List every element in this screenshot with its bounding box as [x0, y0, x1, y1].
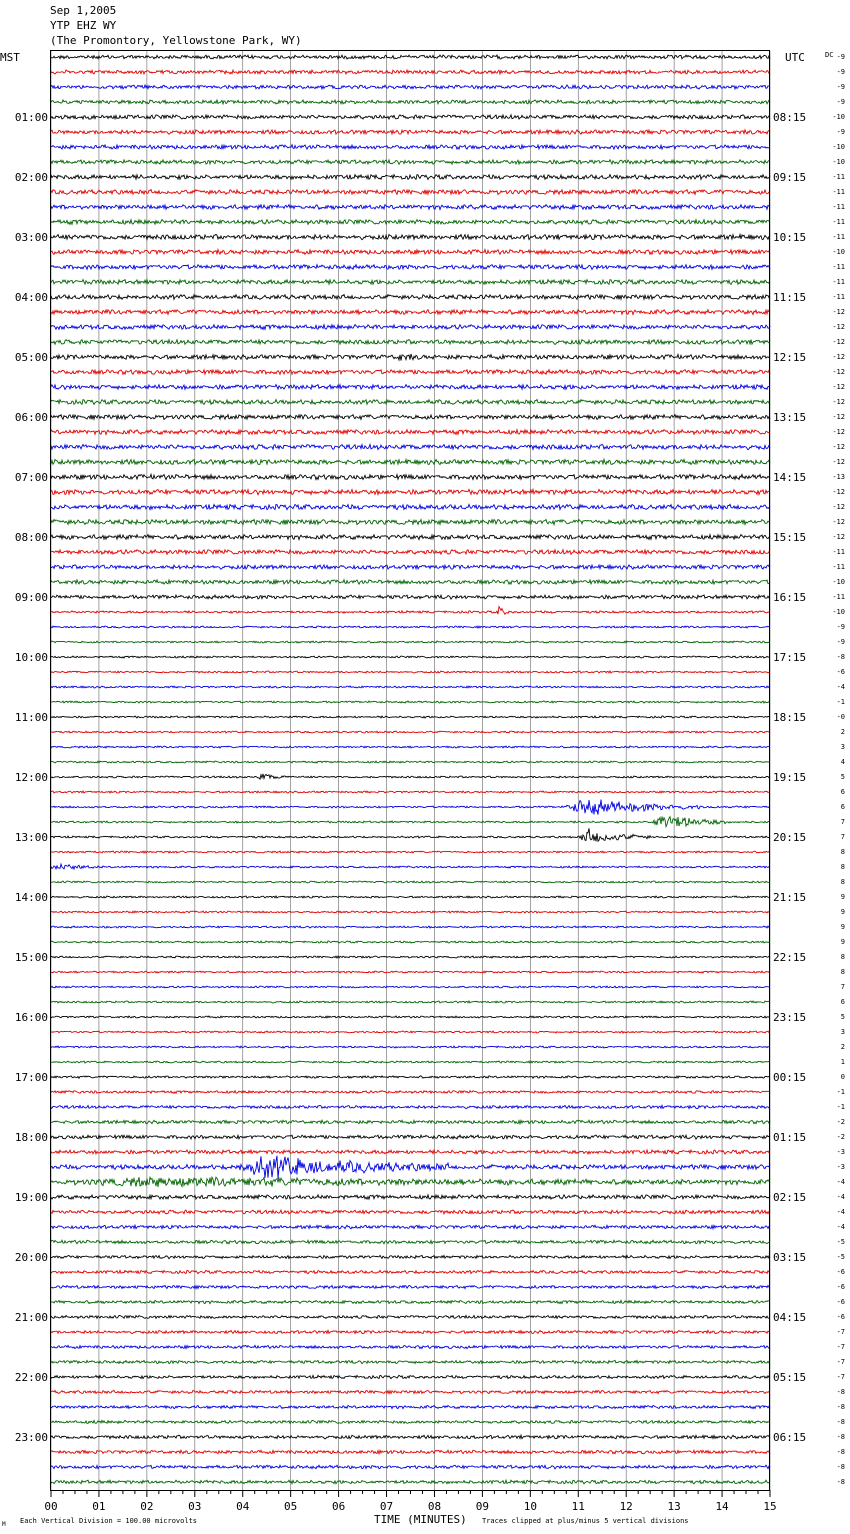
mst-hour-label: 02:00 — [14, 171, 48, 184]
utc-hour-label: 00:15 — [773, 1071, 807, 1084]
dc-offset-label: -8 — [836, 1388, 845, 1396]
x-tick-label: 13 — [667, 1500, 681, 1513]
mst-hour-label: 16:00 — [14, 1011, 48, 1024]
trace-row — [51, 55, 770, 59]
dc-offset-label: -11 — [832, 173, 845, 181]
trace-row — [51, 489, 770, 494]
x-tick-label: 09 — [475, 1500, 490, 1513]
dc-offset-label: -4 — [836, 1208, 845, 1216]
dc-offset-label: -2 — [836, 1118, 845, 1126]
dc-offset-label: 8 — [840, 848, 845, 856]
dc-offset-label: -12 — [832, 398, 845, 406]
utc-hour-label: 03:15 — [773, 1251, 807, 1264]
dc-offset-label: -10 — [832, 578, 845, 586]
x-tick-label: 06 — [331, 1500, 346, 1513]
trace-row — [51, 926, 770, 928]
trace-row — [51, 145, 770, 149]
trace-row — [51, 656, 770, 658]
dc-offset-label: -12 — [832, 308, 845, 316]
x-tick-label: 05 — [284, 1500, 298, 1513]
trace-row — [51, 280, 770, 285]
dc-offset-label: -6 — [836, 1313, 845, 1321]
dc-offset-label: 1 — [840, 1058, 845, 1066]
trace-row — [51, 1225, 770, 1229]
trace-row — [51, 1091, 770, 1094]
mst-hour-label: 10:00 — [14, 651, 48, 664]
dc-offset-label: -8 — [836, 1418, 845, 1426]
x-tick-label: 12 — [619, 1500, 633, 1513]
trace-row — [51, 595, 770, 599]
dc-offset-label: -12 — [832, 323, 845, 331]
utc-hour-label: 10:15 — [773, 231, 807, 244]
dc-offset-label: -5 — [836, 1238, 845, 1246]
trace-row — [51, 265, 770, 270]
dc-offset-label: -12 — [832, 383, 845, 391]
dc-offset-label: -0 — [836, 713, 845, 721]
dc-offset-label: -13 — [832, 473, 845, 481]
dc-offset-label: -11 — [832, 188, 845, 196]
dc-offset-label: -2 — [836, 1133, 845, 1141]
dc-offset-label: -4 — [836, 1223, 845, 1231]
trace-row — [51, 1435, 770, 1439]
dc-offset-label: 9 — [840, 923, 845, 931]
trace-row — [51, 115, 770, 119]
utc-hour-label: 05:15 — [773, 1371, 807, 1384]
dc-offset-label: -11 — [832, 593, 845, 601]
trace-row — [51, 1046, 770, 1048]
trace-row — [51, 295, 770, 300]
mst-hour-label: 08:00 — [14, 531, 48, 544]
utc-hour-label: 11:15 — [773, 291, 807, 304]
trace-row — [51, 716, 770, 718]
utc-hour-label: 19:15 — [773, 771, 807, 784]
trace-row — [51, 986, 770, 988]
corner-mark: M — [2, 1521, 6, 1528]
dc-offset-label: -8 — [836, 1403, 845, 1411]
trace-row — [51, 1375, 770, 1378]
utc-hour-label: 22:15 — [773, 951, 807, 964]
trace-row — [51, 370, 770, 375]
clip-note: Traces clipped at plus/minus 5 vertical divisions — [482, 1517, 689, 1525]
trace-row — [51, 881, 770, 883]
dc-offset-label: -12 — [832, 503, 845, 511]
mst-hour-label: 14:00 — [14, 891, 48, 904]
dc-offset-label: -8 — [836, 1463, 845, 1471]
dc-offset-label: -5 — [836, 1253, 845, 1261]
trace-row — [51, 1105, 770, 1108]
trace-row — [51, 1360, 770, 1363]
dc-offset-label: -11 — [832, 293, 845, 301]
trace-row — [51, 791, 770, 793]
mst-hour-label: 23:00 — [14, 1431, 48, 1444]
dc-offset-label: 7 — [840, 833, 845, 841]
dc-offset-label: 9 — [840, 893, 845, 901]
mst-hour-label: 01:00 — [14, 111, 48, 124]
dc-offset-label: -7 — [836, 1328, 845, 1336]
trace-row — [51, 607, 770, 615]
trace-row — [51, 175, 770, 180]
trace-row — [51, 550, 770, 555]
dc-offset-label: -9 — [836, 68, 845, 76]
utc-hour-label: 16:15 — [773, 591, 807, 604]
trace-row — [51, 1001, 770, 1003]
dc-offset-label: -10 — [832, 113, 845, 121]
dc-offset-label: 9 — [840, 938, 845, 946]
dc-offset-label: 2 — [840, 728, 845, 736]
utc-hour-label: 08:15 — [773, 111, 807, 124]
dc-offset-label: 8 — [840, 968, 845, 976]
trace-row — [51, 520, 770, 525]
dc-offset-label: -6 — [836, 1298, 845, 1306]
x-tick-label: 02 — [140, 1500, 154, 1513]
dc-offset-label: -1 — [836, 1088, 845, 1096]
mst-hour-label: 05:00 — [14, 351, 48, 364]
utc-hour-label: 23:15 — [773, 1011, 807, 1024]
trace-row — [51, 774, 770, 779]
dc-offset-label: 5 — [840, 1013, 845, 1021]
dc-offset-label: -12 — [832, 458, 845, 466]
mst-hour-label: 03:00 — [14, 231, 48, 244]
trace-row — [51, 100, 770, 104]
dc-offset-label: -1 — [836, 698, 845, 706]
mst-hour-label: 18:00 — [14, 1131, 48, 1144]
dc-offset-label: -11 — [832, 203, 845, 211]
trace-row — [51, 864, 770, 869]
dc-offset-label: -6 — [836, 1268, 845, 1276]
dc-offset-label: 0 — [840, 1073, 845, 1081]
trace-row — [51, 671, 770, 673]
dc-offset-label: -9 — [836, 623, 845, 631]
utc-hour-label: 04:15 — [773, 1311, 807, 1324]
utc-hour-label: 20:15 — [773, 831, 807, 844]
trace-row — [51, 731, 770, 733]
utc-hour-label: 17:15 — [773, 651, 807, 664]
trace-row — [51, 1156, 770, 1179]
dc-offset-label: -11 — [832, 218, 845, 226]
mst-hour-label: 21:00 — [14, 1311, 48, 1324]
trace-row — [51, 1390, 770, 1393]
trace-row — [51, 701, 770, 703]
left-timezone-label: MST — [0, 51, 20, 64]
trace-row — [51, 911, 770, 913]
dc-offset-label: -9 — [836, 638, 845, 646]
dc-offset-label: -12 — [832, 353, 845, 361]
utc-hour-label: 02:15 — [773, 1191, 807, 1204]
dc-offset-label: 5 — [840, 773, 845, 781]
x-tick-label: 03 — [188, 1500, 202, 1513]
mst-hour-label: 19:00 — [14, 1191, 48, 1204]
trace-row — [51, 354, 770, 361]
trace-row — [51, 896, 770, 898]
dc-offset-label: 6 — [840, 788, 845, 796]
trace-row — [51, 565, 770, 570]
dc-offset-label: -8 — [836, 1448, 845, 1456]
trace-row — [51, 626, 770, 628]
trace-row — [51, 956, 770, 958]
x-tick-label: 15 — [763, 1500, 777, 1513]
trace-row — [51, 1315, 770, 1318]
trace-row — [51, 746, 770, 748]
trace-row — [51, 1076, 770, 1078]
trace-row — [51, 190, 770, 195]
dc-offset-label: -12 — [832, 413, 845, 421]
dc-offset-label: 8 — [840, 878, 845, 886]
utc-hour-label: 13:15 — [773, 411, 807, 424]
dc-offset-label: 4 — [840, 758, 845, 766]
dc-offset-label: 3 — [840, 1028, 845, 1036]
dc-offset-label: -8 — [836, 653, 845, 661]
trace-row — [51, 400, 770, 405]
header-location: (The Promontory, Yellowstone Park, WY) — [50, 34, 302, 47]
header-date: Sep 1,2005 — [50, 4, 117, 17]
dc-offset-label: -3 — [836, 1163, 845, 1171]
dc-offset-label: -4 — [836, 1193, 845, 1201]
trace-row — [51, 971, 770, 973]
trace-row — [51, 130, 770, 135]
utc-hour-label: 09:15 — [773, 171, 807, 184]
dc-offset-label: 8 — [840, 953, 845, 961]
axis-labels — [15, 53, 845, 1513]
mst-hour-label: 20:00 — [14, 1251, 48, 1264]
trace-row — [51, 580, 770, 584]
x-tick-label: 10 — [523, 1500, 537, 1513]
trace-row — [51, 1210, 770, 1214]
dc-offset-label: 3 — [840, 743, 845, 751]
mst-hour-label: 11:00 — [14, 711, 48, 724]
dc-offset-label: -9 — [836, 53, 845, 61]
trace-row — [51, 1450, 770, 1454]
dc-offset-label: 6 — [840, 998, 845, 1006]
dc-offset-label: 2 — [840, 1043, 845, 1051]
trace-row — [51, 1061, 770, 1063]
dc-offset-label: 8 — [840, 863, 845, 871]
trace-row — [51, 250, 770, 255]
dc-offset-label: -6 — [836, 1283, 845, 1291]
trace-row — [51, 1300, 770, 1303]
utc-hour-label: 21:15 — [773, 891, 807, 904]
mst-hour-label: 09:00 — [14, 591, 48, 604]
dc-offset-label: -7 — [836, 1343, 845, 1351]
x-tick-label: 11 — [571, 1500, 585, 1513]
dc-offset-label: -12 — [832, 428, 845, 436]
dc-offset-label: 7 — [840, 983, 845, 991]
dc-offset-label: -10 — [832, 608, 845, 616]
mst-hour-label: 07:00 — [14, 471, 48, 484]
trace-row — [51, 1405, 770, 1408]
trace-row — [51, 1120, 770, 1124]
mst-hour-label: 13:00 — [14, 831, 48, 844]
trace-row — [51, 385, 770, 390]
utc-hour-label: 01:15 — [773, 1131, 807, 1144]
trace-row — [51, 1031, 770, 1033]
trace-group — [51, 55, 770, 1484]
x-tick-label: 00 — [44, 1500, 58, 1513]
dc-offset-label: -11 — [832, 233, 845, 241]
trace-row — [51, 1420, 770, 1423]
trace-row — [51, 761, 770, 763]
trace-row — [51, 641, 770, 643]
dc-offset-label: -10 — [832, 158, 845, 166]
mst-hour-label: 22:00 — [14, 1371, 48, 1384]
trace-row — [51, 535, 770, 540]
trace-row — [51, 205, 770, 210]
dc-offset-label: -8 — [836, 1433, 845, 1441]
trace-row — [51, 444, 770, 449]
dc-offset-label: -7 — [836, 1373, 845, 1381]
utc-hour-label: 15:15 — [773, 531, 807, 544]
trace-row — [51, 1465, 770, 1469]
trace-row — [51, 1177, 770, 1187]
dc-offset-label: -6 — [836, 668, 845, 676]
x-tick-label: 01 — [92, 1500, 106, 1513]
dc-offset-label: -4 — [836, 1178, 845, 1186]
dc-offset-label: -9 — [836, 83, 845, 91]
dc-offset-label: -8 — [836, 1478, 845, 1486]
dc-offset-label: -11 — [832, 263, 845, 271]
trace-row — [51, 85, 770, 89]
trace-row — [51, 800, 770, 815]
utc-hour-label: 14:15 — [773, 471, 807, 484]
dc-offset-label: 9 — [840, 908, 845, 916]
dc-offset-label: -3 — [836, 1148, 845, 1156]
dc-offset-label: -12 — [832, 443, 845, 451]
mst-hour-label: 12:00 — [14, 771, 48, 784]
trace-row — [51, 325, 770, 330]
dc-offset-label: -12 — [832, 368, 845, 376]
trace-row — [51, 340, 770, 345]
trace-row — [51, 70, 770, 74]
dc-offset-label: -11 — [832, 278, 845, 286]
trace-row — [51, 430, 770, 435]
dc-offset-label: -1 — [836, 1103, 845, 1111]
trace-row — [51, 1270, 770, 1273]
trace-row — [51, 1195, 770, 1200]
trace-row — [51, 1480, 770, 1484]
dc-offset-label: -12 — [832, 518, 845, 526]
header-station: YTP EHZ WY — [50, 19, 117, 32]
trace-row — [51, 1135, 770, 1139]
x-tick-label: 08 — [427, 1500, 442, 1513]
utc-hour-label: 18:15 — [773, 711, 807, 724]
vertical-division-note: Each Vertical Division = 100.00 microvolts — [20, 1517, 198, 1525]
x-tick-label: 07 — [379, 1500, 394, 1513]
trace-row — [51, 459, 770, 464]
trace-row — [51, 310, 770, 315]
trace-row — [51, 1285, 770, 1288]
trace-row — [51, 1016, 770, 1018]
dc-offset-label: -10 — [832, 248, 845, 256]
dc-offset-label: -7 — [836, 1358, 845, 1366]
mst-hour-label: 06:00 — [14, 411, 48, 424]
dc-offset-label: -9 — [836, 98, 845, 106]
trace-row — [51, 1345, 770, 1348]
dc-offset-label: -12 — [832, 488, 845, 496]
dc-offset-label: -9 — [836, 128, 845, 136]
dc-offset-label: -12 — [832, 533, 845, 541]
trace-row — [51, 1240, 770, 1244]
trace-row — [51, 1150, 770, 1154]
trace-row — [51, 686, 770, 688]
utc-hour-label: 12:15 — [773, 351, 807, 364]
trace-row — [51, 504, 770, 509]
mst-hour-label: 04:00 — [14, 291, 48, 304]
dc-label: DC — [825, 51, 834, 59]
trace-row — [51, 1255, 770, 1258]
trace-row — [51, 160, 770, 165]
x-axis-title: TIME (MINUTES) — [374, 1513, 467, 1526]
dc-offset-label: -11 — [832, 563, 845, 571]
trace-row — [51, 220, 770, 225]
dc-offset-label: -10 — [832, 143, 845, 151]
x-tick-label: 14 — [715, 1500, 729, 1513]
mst-hour-label: 17:00 — [14, 1071, 48, 1084]
x-tick-label: 04 — [236, 1500, 250, 1513]
trace-row — [51, 234, 770, 239]
trace-row — [51, 828, 770, 841]
dc-offset-label: -12 — [832, 338, 845, 346]
trace-row — [51, 817, 770, 827]
trace-row — [51, 415, 770, 420]
dc-offset-label: 7 — [840, 818, 845, 826]
dc-offset-label: -11 — [832, 548, 845, 556]
trace-row — [51, 474, 770, 479]
dc-offset-label: -4 — [836, 683, 845, 691]
mst-hour-label: 15:00 — [14, 951, 48, 964]
trace-row — [51, 851, 770, 853]
right-timezone-label: UTC — [785, 51, 805, 64]
trace-row — [51, 1330, 770, 1333]
dc-offset-label: 6 — [840, 803, 845, 811]
trace-row — [51, 941, 770, 943]
utc-hour-label: 06:15 — [773, 1431, 807, 1444]
